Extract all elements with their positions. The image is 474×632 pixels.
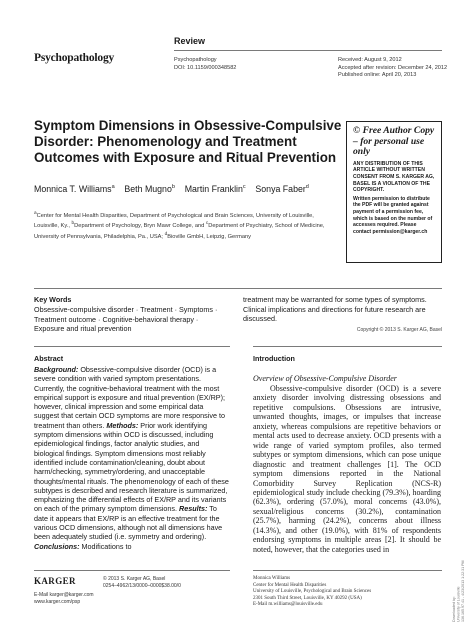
introduction-heading: Introduction [253,354,295,363]
methods-label: Methods: [106,420,139,430]
copyright-line: Copyright © 2013 S. Karger AG, Basel [356,327,442,333]
abstract-rule [34,346,230,347]
author-name: Monnica T. Williams [34,184,112,194]
results-label: Results: [179,504,208,514]
journal-logo: Psychopathology [34,52,115,64]
publisher-email[interactable]: E-Mail karger@karger.com [34,592,94,598]
footer-rule-right [253,570,442,571]
publisher-website[interactable]: www.karger.com/psp [34,598,81,605]
affil-mark: c [205,221,209,227]
author-affil-mark: a [111,184,115,191]
affiliation-text: Department of Psychiatry, School of Medicine, University of Pennsylvania, Philadelphia, Pa., USA; [34,223,325,240]
abstract-heading: Abstract [34,354,64,363]
keywords-text: Obsessive-compulsive disorder · Treatment · Symptoms · Treatment outcome · Cognitive-behavioral therapy · Exposure and ritual prevention [34,305,218,334]
affiliation-text: Center for Mental Health Disparities, Department of Psychological and Brain Sciences, University of Louisville, Louisville, Ky., [34,212,314,230]
download-stamp [452,548,470,622]
affiliation-text: Bioville GmbH, Leipzig, Germany [167,233,251,240]
free-copy-heading: © Free Author Copy – for personal use only [353,125,435,158]
published-date: Published online: April 20, 2013 [338,72,417,79]
background-text: Obsessive-compulsive disorder (OCD) is a severe condition with varied symptom presentations. Currently, the cognitive-behavioral treatment with the most empirical support is exposure and ritual prevention (EX/RP); however, clinical impression and some empirical data suggest that certain OCD symptoms are more responsive to treatment than others. [34,365,225,430]
section-rule [34,288,442,289]
free-author-copy-notice [346,121,442,263]
results-text: To date it appears that EX/RP is an effective treatment for the various OCD dimensions, although not all dimensions have been adequately studied (i.e. symmetry and ordering). [34,504,223,542]
author-list [34,184,309,194]
download-stamp-line: Downloaded by: [452,596,456,622]
introduction-subheading: Overview of Obsessive-Compulsive Disorder [253,374,397,383]
karger-logo: KARGER [34,576,76,586]
section-label: Review [174,36,206,46]
background-label: Background: [34,365,79,374]
author-name: Sonya Faber [255,184,306,194]
contact-name: Monnica Williams [253,576,291,581]
author-affil-mark: d [305,184,309,191]
distribution-warning: ANY DISTRIBUTION OF THIS ARTICLE WITHOUT WRITTEN CONSENT FROM S. KARGER AG, BASEL IS A VIOLATION OF THE COPYRIGHT. [353,160,435,194]
article-dates [338,57,447,80]
affiliations [34,210,334,241]
download-stamp-line: University of Louisville [456,586,461,622]
received-date: Received: August 9, 2012 [338,57,402,63]
correspondence-address [253,576,371,609]
abstract-body [34,365,230,551]
introduction-text: Obsessive-compulsive disorder (OCD) is a severe anxiety disorder involving distressing obsessions and repetitive compulsions. Obsessions are intrusive, unwanted thoughts, images, or impulses that increase anxiety, whereas compulsions are repetitive behaviors or mental acts used to decrease anxiety. OCD presents with a wide range of varied symptom profiles, also termed subtypes or symptom dimensions, which can pose unique diagnostic and treatment challenges [1]. The OCD symptom dimensions reported in the National Comorbidity Survey Replication (NCS-R) epidemiological study include checking (79.3%), hoarding (62.3%), ordering (57.0%), moral concerns (43.0%), sexual/religious concerns (30.2%), contamination (25.7%), harming (24.2%), concerns about illness (14.3%), and other (19.0%), with 81% of respondents endorsing symptoms in multiple areas [2]. It should be noted, however, that the categories used in [253,384,441,554]
contact-line: 2301 South Third Street, Louisville, KY 40292 (USA) [253,595,362,601]
journal-name: Psychopathology [174,57,217,63]
author-affil-mark: b [171,184,175,191]
download-stamp-line: 136.165.97.41 - 4/23/2013 1:22:31 PM [460,560,465,622]
affil-mark: b [71,221,75,227]
affiliation-text: Department of Psychology, Bryn Mawr College, and [74,223,206,230]
footer-rule-left [34,570,230,571]
publication-info [174,57,236,72]
header-rule [174,50,442,51]
affil-mark: d [164,231,168,237]
abstract-continued: treatment may be warranted for some types of symptoms. Clinical implications and directions for future research are discussed. [243,295,427,324]
contact-email[interactable]: E-Mail m.williams@louisville.edu [253,602,323,608]
article-title: Symptom Dimensions in Obsessive-Compulsive Disorder: Phenomenology and Treatment Outcomes with Exposure and Ritual Prevention [34,118,342,165]
accepted-date: Accepted after revision: December 24, 2012 [338,64,448,71]
publisher-code: 0254–4962/13/0000–0000$38.00/0 [103,582,181,589]
conclusions-label: Conclusions: [34,541,80,551]
conclusions-text: Modifications to [79,541,132,551]
publisher-copyright: © 2013 S. Karger AG, Basel [103,576,166,582]
publisher-contact [34,592,94,605]
doi-link[interactable]: DOI: 10.1159/000348582 [174,64,237,71]
affil-mark: a [34,211,37,216]
contact-line: University of Louisville, Psychological and Brain Sciences [253,589,372,595]
keywords-heading: Key Words [34,295,72,304]
author-affil-mark: c [242,184,246,191]
introduction-body [253,384,441,554]
author-name: Martin Franklin [184,184,243,194]
methods-text: Prior work identifying symptom dimensions within OCD is discussed, including epidemiological findings, factor analytic studies, and biological findings. Symptom dimensions most reliably identified include contamination/cleaning, doubt about harm/checking, symmetry/ordering, and unacceptable thoughts/mental rituals. The phenomenology of each of these subtypes is described and research literature is summarized, emphasizing the differential effects of EX/RP and its variants on each of the primary symptom dimensions. [34,420,229,514]
free-copy-body [353,161,435,236]
intro-rule [253,346,442,347]
contact-line: Center for Mental Health Disparities [253,582,327,588]
author-name: Beth Mugno [124,184,172,194]
publisher-info [103,576,181,589]
permission-info: Written permission to distribute the PDF will be granted against payment of a permission fee, which is based on the number of accesses required. Please contact permission@karger.ch [353,195,433,235]
